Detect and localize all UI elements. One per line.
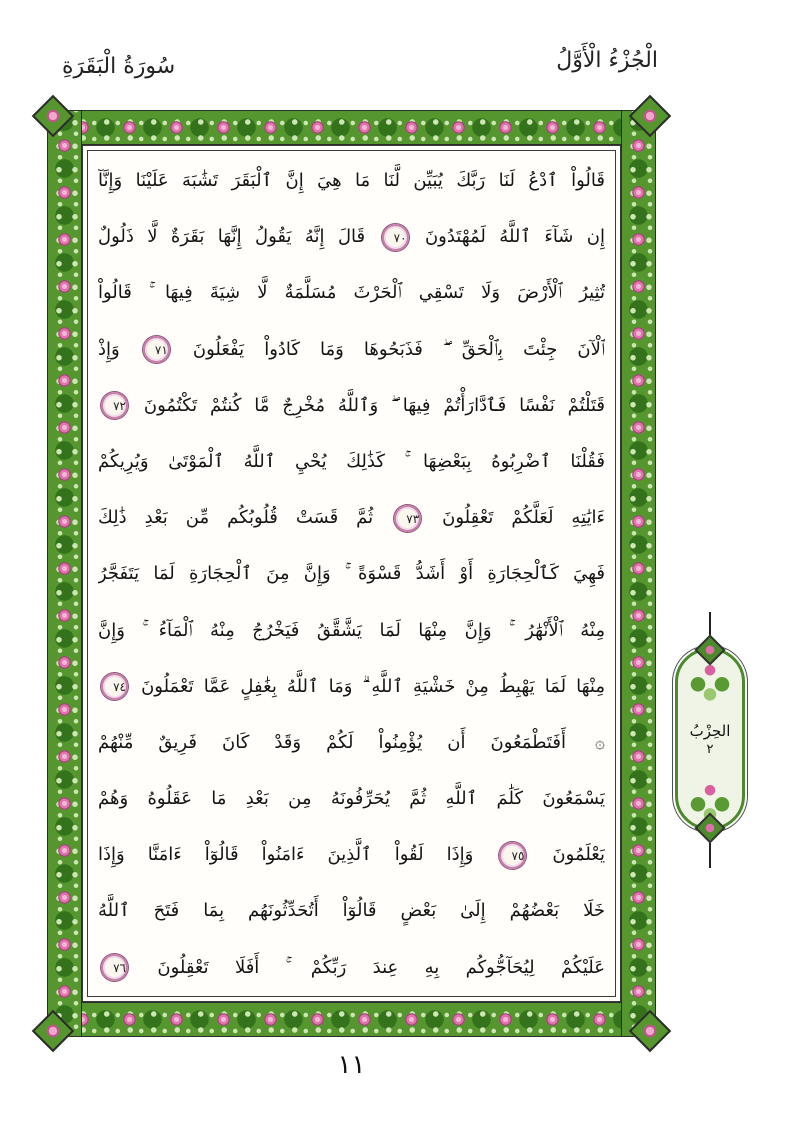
hizb-number: ٢: [706, 741, 714, 757]
border-band-top: [47, 110, 656, 145]
border-band-bottom: [47, 1002, 656, 1037]
border-band-right: [621, 110, 656, 1037]
juz-header: الْجُزْءُ الْأَوَّلُ: [556, 48, 658, 73]
rub-el-hizb-icon: ۞: [595, 732, 605, 753]
quran-line: [98, 771, 605, 827]
quran-line: [98, 546, 605, 602]
ayah-end-marker: ٧٢: [101, 392, 128, 419]
quran-line: [98, 153, 605, 209]
ayah-text: يَعْلَمُونَ: [552, 844, 605, 866]
ayah-end-marker: ٧٦: [101, 954, 128, 981]
quran-line: [98, 490, 605, 546]
ayah-text: يَسْمَعُونَ كَلَٰمَ ٱللَّهِ ثُمَّ يُحَرِّفُونَهُ مِن بَعْدِ مَا عَقَلُوهُ وَهُمْ: [98, 788, 605, 810]
ayah-end-marker: ٧٣: [394, 505, 421, 532]
ayah-text: فَقُلْنَا ٱضْرِبُوهُ بِبَعْضِهَا ۚ كَذَٰلِكَ يُحْيِ ٱللَّهُ ٱلْمَوْتَىٰ وَيُرِيكُمْ: [98, 450, 605, 472]
quran-line: [98, 659, 605, 715]
quran-line: [98, 265, 605, 321]
ayah-end-marker: ٧٥: [499, 842, 526, 869]
hizb-margin-ornament: [672, 612, 748, 868]
hizb-medallion: [675, 648, 745, 830]
quran-line: [98, 883, 605, 939]
quran-line: [98, 322, 605, 378]
quran-line: [98, 209, 605, 265]
decorative-border-frame: [47, 110, 656, 1037]
ayah-text: تُثِيرُ ٱلْأَرْضَ وَلَا تَسْقِي ٱلْحَرْثَ مُسَلَّمَةٌ لَّا شِيَةَ فِيهَا ۚ قَالُواْ: [98, 282, 605, 304]
ayah-text: عَلَيْكُمْ لِيُحَآجُّوكُم بِهِ عِندَ رَبِّكُمْ ۚ أَفَلَا تَعْقِلُونَ: [157, 956, 605, 978]
surah-header: سُورَةُ الْبَقَرَةِ: [62, 54, 176, 79]
quran-text-block: [87, 150, 616, 997]
ayah-text: إِن شَآءَ ٱللَّهُ لَمُهْتَدُونَ: [424, 226, 605, 248]
quran-line: [98, 603, 605, 659]
ayah-text: ٱلْآنَ جِئْتَ بِٱلْحَقِّ ۖ فَذَبَحُوهَا وَمَا كَادُواْ يَفْعَلُونَ: [192, 338, 605, 360]
ayah-end-marker: ٧٤: [101, 673, 128, 700]
ayah-end-marker: ٧١: [143, 336, 170, 363]
quran-line: [98, 940, 605, 996]
quran-line: [98, 434, 605, 490]
quran-line: [98, 827, 605, 883]
border-band-left: [47, 110, 82, 1037]
ayah-text: قَالَ إِنَّهُ يَقُولُ إِنَّهَا بَقَرَةٌ لَّا ذَلُولٌ: [98, 226, 366, 248]
ayah-text: قَتَلْتُمْ نَفْسًا فَٱدَّارَأْتُمْ فِيهَا ۖ وَٱللَّهُ مُخْرِجٌ مَّا كُنتُمْ تَكْتُمُونَ: [143, 394, 605, 416]
hizb-label: الحِزْبُ: [689, 721, 731, 740]
ayah-text: ثُمَّ قَسَتْ قُلُوبُكُم مِّن بَعْدِ ذَٰلِكَ: [98, 507, 374, 529]
quran-line: [98, 715, 605, 771]
ayah-text: خَلَا بَعْضُهُمْ إِلَىٰ بَعْضٍ قَالُوٓاْ أَتُحَدِّثُونَهُم بِمَا فَتَحَ ٱللَّهُ: [98, 900, 605, 922]
text-panel: [82, 145, 621, 1002]
ayah-text: أَفَتَطْمَعُونَ أَن يُؤْمِنُواْ لَكُمْ وَقَدْ كَانَ فَرِيقٌ مِّنْهُمْ: [98, 731, 566, 753]
ayah-end-marker: ٧٠: [382, 224, 409, 251]
ayah-text: ءَايَٰتِهِ لَعَلَّكُمْ تَعْقِلُونَ: [442, 507, 605, 529]
ayah-text: مِنْهَا لَمَا يَهْبِطُ مِنْ خَشْيَةِ ٱللَّهِ ۗ وَمَا ٱللَّهُ بِغَٰفِلٍ عَمَّا تَعْمَلُونَ: [141, 675, 605, 697]
quran-line: [98, 378, 605, 434]
ayah-text: قَالُواْ ٱدْعُ لَنَا رَبَّكَ يُبَيِّن لَّنَا مَا هِيَ إِنَّ ٱلْبَقَرَ تَشَٰبَهَ عَلَيْنَا وَإِنَّآ: [98, 170, 605, 191]
ayah-text: وَإِذْ: [98, 338, 120, 360]
page-number: ١١: [337, 1050, 366, 1080]
ayah-text: فَهِيَ كَٱلْحِجَارَةِ أَوْ أَشَدُّ قَسْوَةً ۚ وَإِنَّ مِنَ ٱلْحِجَارَةِ لَمَا يَتَفَجَّرُ: [98, 563, 605, 585]
ayah-text: مِنْهُ ٱلْأَنْهَٰرُ ۚ وَإِنَّ مِنْهَا لَمَا يَشَّقَّقُ فَيَخْرُجُ مِنْهُ ٱلْمَآءُ ۚ وَإِنَّ: [98, 619, 605, 641]
ayah-text: وَإِذَا لَقُواْ ٱلَّذِينَ ءَامَنُواْ قَالُوٓاْ ءَامَنَّا وَإِذَا: [98, 844, 474, 866]
